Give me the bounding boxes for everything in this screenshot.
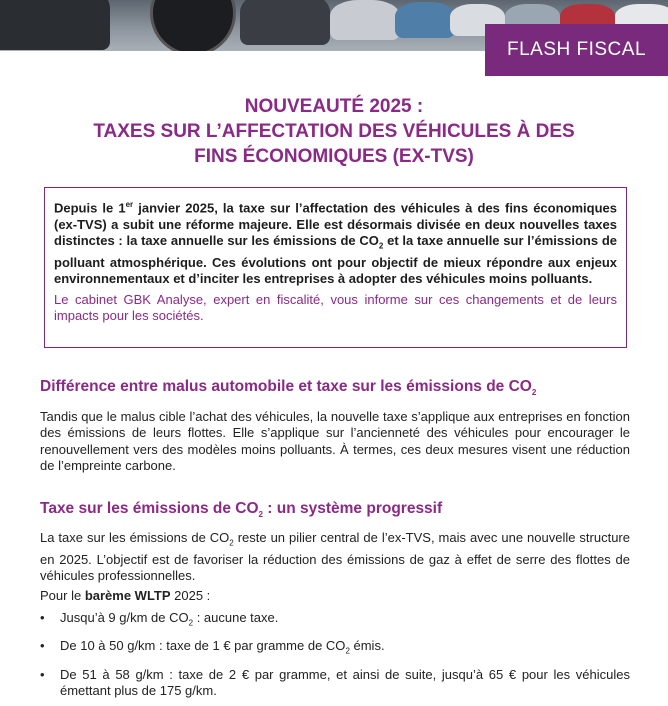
car-wheel — [150, 0, 236, 51]
intro-paragraph: Depuis le 1er janvier 2025, la taxe sur l’affectation des véhicules à des fins économiques (ex-TVS) a subit une réforme majeure. Elle est désormais divisée en deux nouvelles taxes distinctes : la taxe annuelle sur les émissions de $CO_2$ et la taxe annuelle sur l’émissions de polluant atmosphérique. Ces évolutions ont pour objectif de mieux répondre aux enjeux environnementaux et d’inciter les entreprises à adopter des véhicules moins polluants. — [54, 200, 617, 286]
list-item: • De 51 à 58 g/km : taxe de 2 € par gramme, et ainsi de suite, jusqu’à 65 € pour les véhicules émettant plus de 175 g/km. — [40, 666, 630, 699]
title-line-2: TAXES SUR L’AFFECTATION DES VÉHICULES À DES — [93, 121, 575, 142]
bullet-icon: • — [40, 638, 45, 654]
page-title — [0, 94, 668, 169]
bareme-intro: Pour le barème WLTP 2025 : — [40, 588, 211, 603]
car-shape — [240, 0, 330, 45]
title-line-1: NOUVEAUTÉ 2025 : — [244, 96, 424, 117]
section-malus-text: Tandis que le malus cible l’achat des véhicules, la nouvelle taxe s’applique aux entreprises en fonction des émissions de leurs flottes. Elle s’applique sur l’ancienneté des véhicules pour encourager le renouvellement vers des modèles moins polluants. À termes, ces deux mesures visent une réduction de l’empreinte carbone. — [40, 409, 630, 473]
car-shape — [395, 2, 455, 38]
intro-cabinet-note: Le cabinet GBK Analyse, expert en fiscalité, vous informe sur ces changements et de leurs impacts pour les sociétés. — [54, 291, 617, 324]
car-shape — [330, 0, 400, 40]
section-heading-co2-tax: Taxe sur les émissions de $CO_2$ : un système progressif — [40, 500, 443, 520]
bareme-list — [40, 610, 630, 706]
list-item: • De 10 à 50 g/km : taxe de 1 € par gramme de $CO_2$ émis. — [40, 638, 385, 656]
section-heading-malus: Différence entre malus automobile et taxe sur les émissions de $CO_2$ — [40, 378, 537, 398]
car-shape — [0, 0, 110, 50]
badge-label: FLASH FISCAL — [506, 39, 647, 60]
flash-fiscal-badge — [485, 24, 668, 76]
intro-box — [44, 187, 627, 348]
bullet-icon: • — [40, 610, 45, 625]
section-co2-text: La taxe sur les émissions de $CO_2$ reste un pilier central de l’ex-TVS, mais avec une nouvelle structure en 2025. L’objectif est de favoriser la réduction des émissions de gaz à effet de serre des flottes de véhicules professionnelles. — [40, 530, 630, 584]
bullet-icon: • — [40, 666, 45, 682]
list-item: • Jusqu’à 9 g/km de $CO_2$ : aucune taxe. — [40, 610, 279, 628]
title-line-3: FINS ÉCONOMIQUES (EX-TVS) — [194, 146, 474, 167]
